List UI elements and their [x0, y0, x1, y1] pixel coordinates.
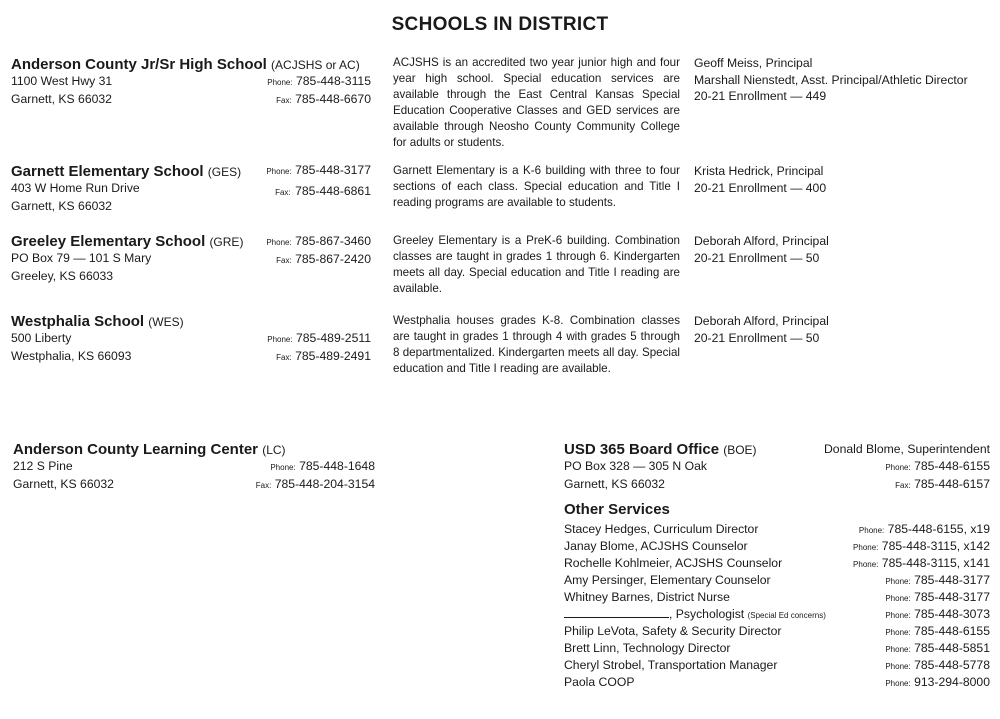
school-address: 500 Liberty [11, 331, 72, 345]
board-office-address: PO Box 328 — 305 N Oak [564, 459, 707, 473]
school-description: Greeley Elementary is a PreK-6 building. Combination classes are taught in grades 1 through 6. Kindergarten meets all day. Special education and Title I reading are available. [393, 234, 680, 295]
school-city: Westphalia, KS 66093 [11, 348, 132, 363]
learning-center-entry [13, 441, 375, 493]
school-city: Garnett, KS 66032 [11, 198, 112, 213]
school-name: Westphalia School (WES) [11, 313, 184, 330]
learning-center-name: Anderson County Learning Center (LC) [13, 441, 286, 458]
school-fax: Fax: 785-448-6670 [276, 91, 371, 106]
learning-center-city: Garnett, KS 66032 [13, 476, 114, 491]
school-description: Garnett Elementary is a K-6 building with three to four sections of each class. Special education and Title I reading programs are available to students. [393, 164, 680, 209]
board-office-fax: Fax: 785-448-6157 [895, 476, 990, 491]
page-title: SCHOOLS IN DISTRICT [391, 14, 609, 35]
school-name: Garnett Elementary School (GES) [11, 163, 242, 180]
school-staff: Krista Hedrick, Principal 20-21 Enrollment — 400 [694, 164, 827, 195]
school-description: ACJSHS is an accredited two year junior high and four year high school. Special education services are available through the East Central Kansas Special Education Cooperative Classes and GED services are available through Neosho County Community College for adults or students. [393, 56, 680, 149]
school-address: PO Box 79 — 101 S Mary [11, 251, 152, 265]
school-description: Westphalia houses grades K-8. Combination classes are taught in grades 1 through 4 with grades 5 through 8 departmentalized. Kindergarten meets all day. Special education and Title I reading are available. [393, 314, 680, 375]
school-staff: Deborah Alford, Principal 20-21 Enrollment — 50 [694, 314, 829, 345]
board-office-phone: Phone: 785-448-6155 [885, 459, 990, 473]
school-phone: Phone: 785-448-3177 [266, 163, 371, 177]
blank-line [564, 606, 669, 618]
service-row: Janay Blome, ACJSHS Counselor Phone: 785-448-3115, x142 [564, 539, 990, 553]
school-city: Garnett, KS 66032 [11, 91, 112, 106]
school-phone: Phone: 785-448-3115 [267, 74, 371, 88]
service-row: Whitney Barnes, District Nurse Phone: 785-448-3177 [564, 590, 990, 604]
learning-center-address: 212 S Pine [13, 459, 73, 473]
service-row: , Psychologist (Special Ed concerns) Phone: 785-448-3073 [564, 606, 990, 623]
board-office-city: Garnett, KS 66032 [564, 476, 665, 491]
school-phone: Phone: 785-867-3460 [266, 234, 371, 248]
service-row: Amy Persinger, Elementary Counselor Phone: 785-448-3177 [564, 573, 990, 587]
school-phone: Phone: 785-489-2511 [267, 331, 371, 345]
other-services-title: Other Services [564, 501, 670, 518]
board-office-entry [564, 441, 990, 493]
service-row: Brett Linn, Technology Director Phone: 785-448-5851 [564, 641, 990, 655]
school-fax: Fax: 785-448-6861 [275, 184, 371, 198]
school-entry [11, 56, 371, 108]
learning-center-phone: Phone: 785-448-1648 [270, 459, 375, 473]
school-address: 403 W Home Run Drive [11, 181, 140, 195]
school-name: Greeley Elementary School (GRE) [11, 233, 244, 250]
service-row: Paola COOP Phone: 913-294-8000 [564, 675, 990, 689]
service-row: Cheryl Strobel, Transportation Manager Phone: 785-448-5778 [564, 658, 990, 672]
service-row: Philip LeVota, Safety & Security Director Phone: 785-448-6155 [564, 624, 990, 638]
school-entry [11, 313, 371, 365]
school-entry [11, 163, 371, 215]
service-row: Stacey Hedges, Curriculum Director Phone: 785-448-6155, x19 [564, 522, 990, 536]
school-name: Anderson County Jr/Sr High School (ACJSHS or AC) [11, 56, 360, 73]
board-office-name: USD 365 Board Office (BOE) [564, 441, 757, 458]
school-fax: Fax: 785-867-2420 [276, 252, 371, 266]
school-staff: Geoff Meiss, Principal Marshall Nienstedt, Asst. Principal/Athletic Director 20-21 Enrollment — 449 [694, 56, 968, 103]
school-fax: Fax: 785-489-2491 [276, 348, 371, 363]
school-staff: Deborah Alford, Principal 20-21 Enrollment — 50 [694, 234, 829, 265]
service-row: Rochelle Kohlmeier, ACJSHS Counselor Phone: 785-448-3115, x141 [564, 556, 990, 570]
learning-center-fax: Fax: 785-448-204-3154 [255, 476, 375, 491]
school-city: Greeley, KS 66033 [11, 268, 114, 283]
school-address: 1100 West Hwy 31 [11, 74, 113, 88]
superintendent: Donald Blome, Superintendent [824, 442, 990, 456]
school-entry [11, 233, 371, 285]
